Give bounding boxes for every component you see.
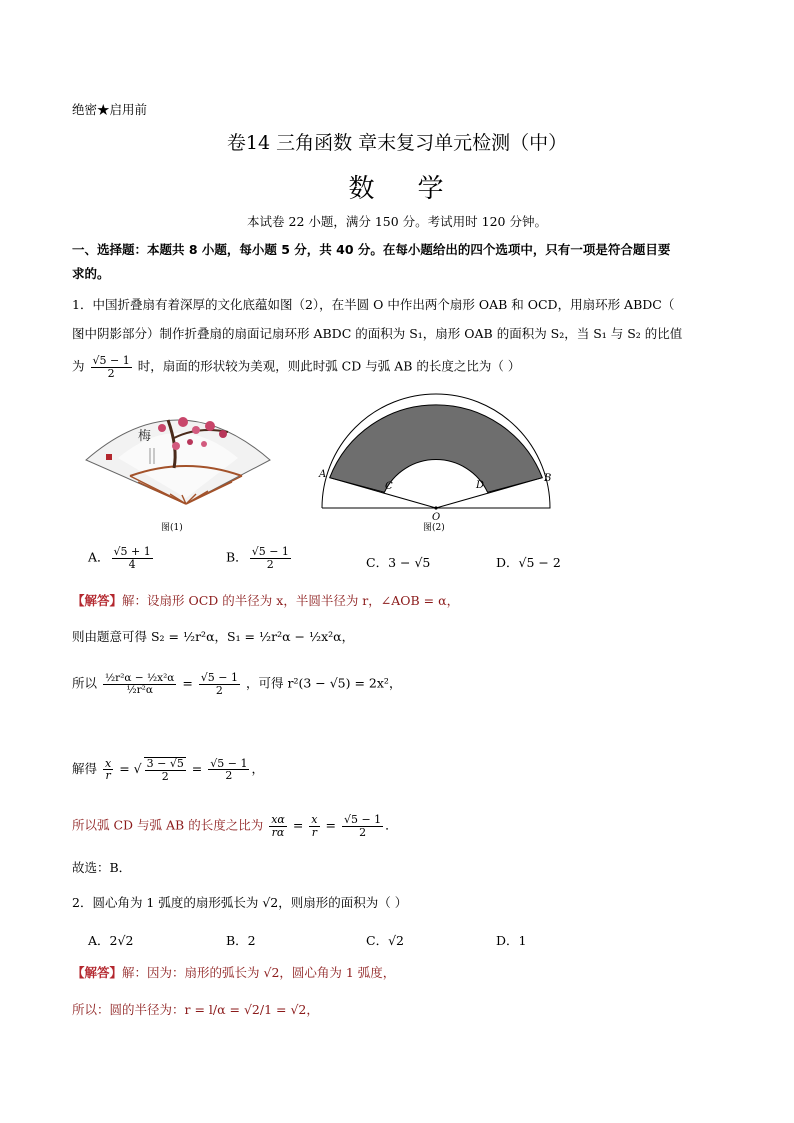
x-over-r-fraction: $\frac{x}{r}$ <box>105 756 112 783</box>
option-letter: B． <box>226 549 248 565</box>
q2-option-c: C．√2 <box>366 933 404 948</box>
point-d-label: D <box>476 480 485 491</box>
answer-text: 解：设扇形 OCD 的半径为 x，半圆半径为 r，∠AOB = α， <box>122 593 460 608</box>
q2-answer-line2: 所以：圆的半径为：r = l/α = √2/1 = √2， <box>72 1002 319 1017</box>
q2-answer-line1 <box>72 963 395 981</box>
point-o-label: O <box>432 512 441 523</box>
page-title: 卷14 三角函数 章末复习单元检测（中） <box>226 132 568 154</box>
point-c-label: C <box>385 481 393 492</box>
answer-tag: 【解答】 <box>72 593 123 608</box>
q1-stem-suffix: 时，扇面的形状较为美观，则此时弧 CD 与弧 AB 的长度之比为（ ） <box>137 358 521 374</box>
q1-ratio-fraction: $\frac{√5 - 1}{2}$ <box>92 354 130 380</box>
exam-info: 本试卷 22 小题，满分 150 分。考试用时 120 分钟。 <box>247 214 547 229</box>
sqrt-fraction: $\frac{3 - √5}{2}$ <box>144 757 186 782</box>
option-fraction: $\frac{√5 - 1}{2}$ <box>251 545 289 571</box>
q2-stem: 2．圆心角为 1 弧度的扇形弧长为 √2，则扇形的面积为（ ） <box>72 895 408 910</box>
arc-ratio-fraction: $\frac{x\alpha}{r\alpha}$ <box>271 813 285 839</box>
q1-answer-line3: 所以 $\frac{\text{½r²α − ½x²α}}{\text{½r²α}}$ = $\frac{√5 - 1}{2}$ ，可得 r²(3 − √5) = 2x²， <box>72 671 402 697</box>
q1-stem-prefix: 为 <box>72 358 85 374</box>
q1-stem-line1: 1．中国折叠扇有着深厚的文化底蕴如图（2），在半圆 O 中作出两个扇形 OAB 和 OCD，用扇环形 ABDC（ <box>72 297 675 312</box>
answer-text: 解：因为：扇形的弧长为 √2，圆心角为 1 弧度， <box>122 965 396 980</box>
fan-calligraphy: 梅 <box>138 429 152 444</box>
option-text: √5 − 2 <box>518 555 561 570</box>
q1-option-b <box>226 546 293 570</box>
point-b-label: B <box>544 473 552 484</box>
q2-option-d: D．1 <box>496 933 527 948</box>
fan-ring-diagram <box>318 396 554 523</box>
q2-option-b: B．2 <box>226 933 256 948</box>
section-heading-line1: 一、选择题：本题共 8 小题，每小题 5 分，共 40 分。在每小题给出的四个选项中，只有一项是符合题目要 <box>72 242 671 257</box>
q1-answer-line4: 解得 $\frac{x}{r}$ = √ $\frac{3 - √5}{2}$ = $\frac{√5 - 1}{2}$ ， <box>72 756 264 783</box>
figure1-caption: 图(1) <box>161 523 183 533</box>
point-a-label: A <box>319 469 327 480</box>
arc-x-r-fraction: $\frac{x}{r}$ <box>311 813 318 839</box>
q1-option-a <box>88 546 155 570</box>
ratio-value-fraction: $\frac{√5 - 1}{2}$ <box>200 671 239 697</box>
option-fraction: $\frac{√5 + 1}{4}$ <box>113 545 151 571</box>
q1-answer-line1 <box>72 591 459 609</box>
arc-result-fraction: $\frac{√5 - 1}{2}$ <box>343 813 382 839</box>
option-letter: A． <box>88 549 110 565</box>
q1-answer-choice: 故选：B． <box>72 860 132 875</box>
q1-option-d <box>496 553 561 571</box>
secret-label: 绝密★启用前 <box>72 102 148 117</box>
answer-suffix: ，可得 r²(3 − √5) = 2x²， <box>246 675 402 691</box>
section-heading-line2: 求的。 <box>72 266 110 281</box>
option-letter: D． <box>496 555 519 570</box>
folding-fan-figure <box>78 398 278 513</box>
answer-prefix: 所以弧 CD 与弧 AB 的长度之比为 <box>72 817 264 833</box>
q1-stem-line2: 图中阴影部分）制作折叠扇的扇面记扇环形 ABDC 的面积为 S₁，扇形 OAB 的面积为 S₂，当 S₁ 与 S₂ 的比值 <box>72 326 683 341</box>
result-fraction: $\frac{√5 - 1}{2}$ <box>210 756 248 783</box>
option-text: 3 − √5 <box>388 555 431 570</box>
area-ratio-fraction: $\frac{\text{½r²α − ½x²α}}{\text{½r²α}}$ <box>105 671 175 696</box>
answer-prefix: 解得 <box>72 761 98 777</box>
q1-answer-line5: 所以弧 CD 与弧 AB 的长度之比为 $\frac{x\alpha}{r\alpha}$ = $\frac{x}{r}$ = $\frac{√5 - 1}{2}$ ． <box>72 813 398 839</box>
q1-answer-line2: 则由题意可得 S₂ = ½r²α，S₁ = ½r²α − ½x²α， <box>72 629 355 644</box>
option-letter: C． <box>366 555 389 570</box>
q1-stem-line3 <box>72 355 520 379</box>
subject-title: 数 学 <box>348 174 446 204</box>
figure2-caption: 图(2) <box>423 523 445 533</box>
q1-option-c <box>366 553 430 571</box>
answer-tag: 【解答】 <box>72 965 123 980</box>
answer-prefix: 所以 <box>72 675 98 691</box>
q2-option-a: A．2√2 <box>88 933 134 948</box>
